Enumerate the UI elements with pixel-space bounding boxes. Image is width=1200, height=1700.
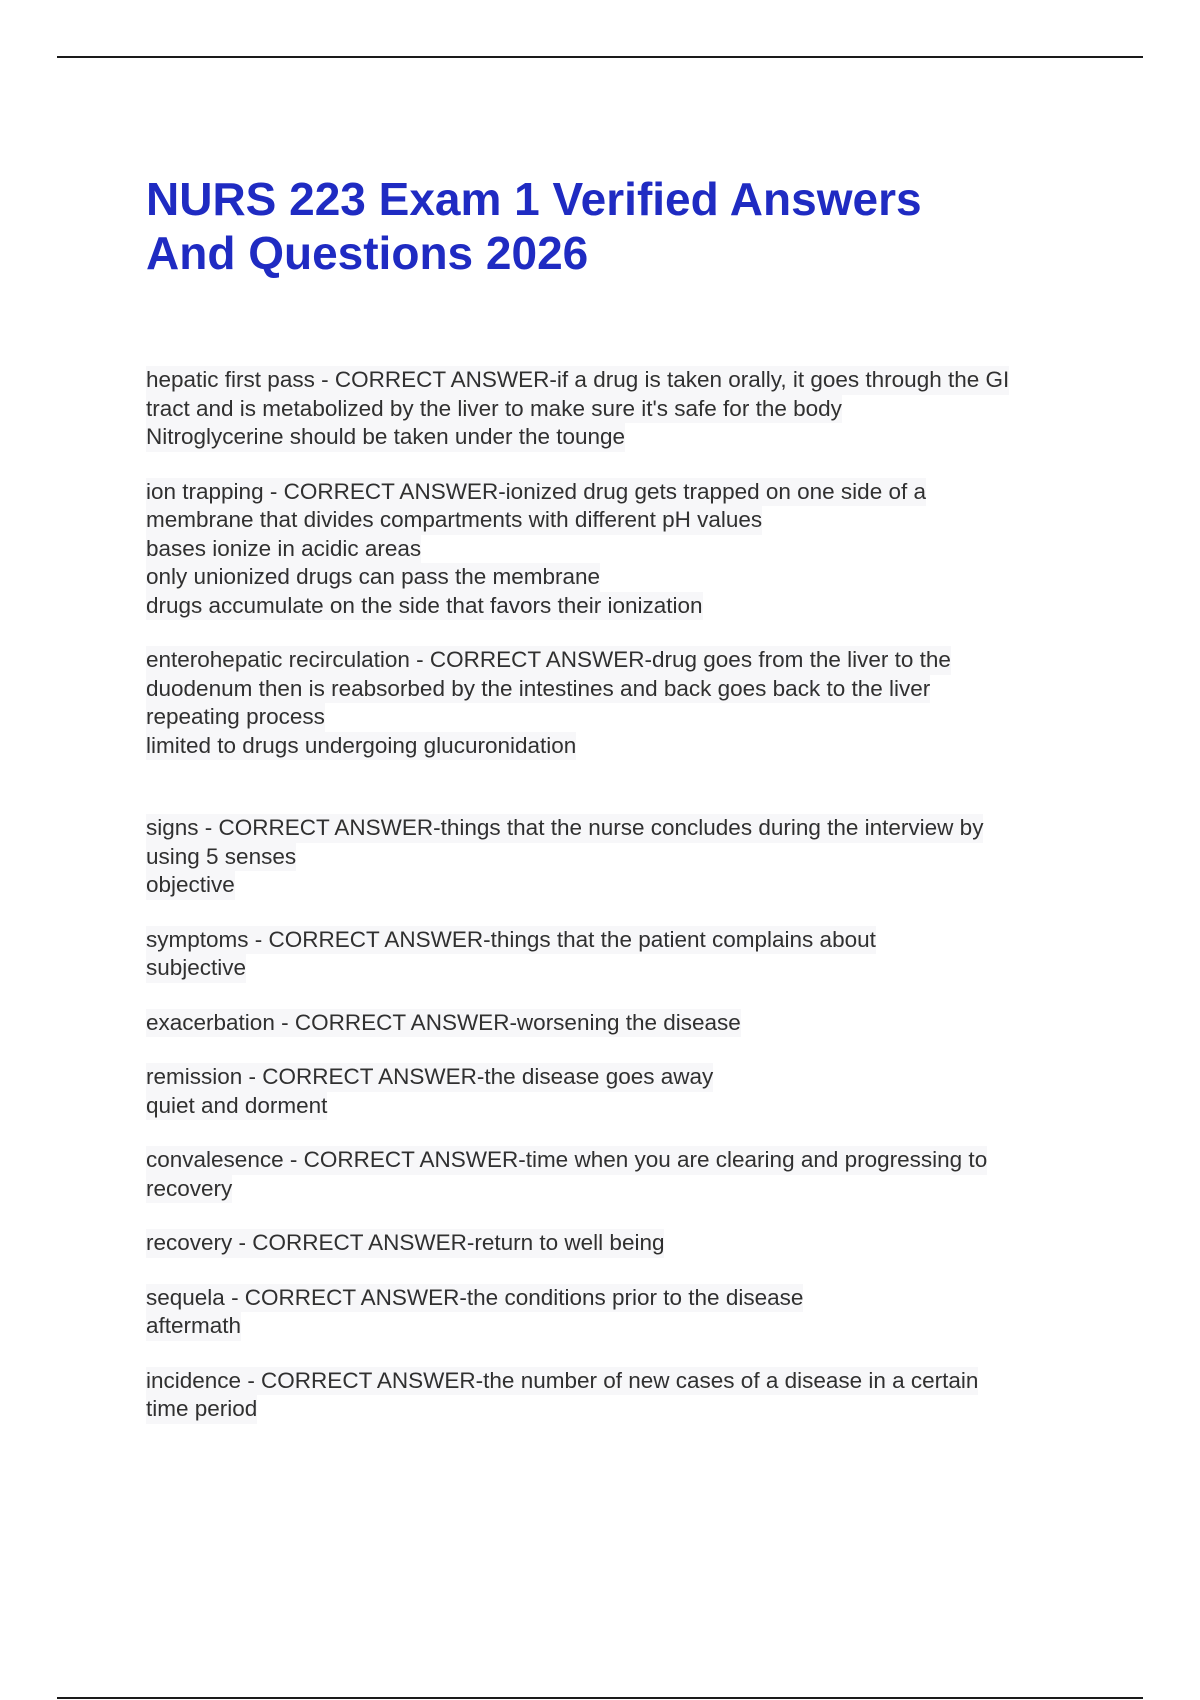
entry-line: membrane that divides compartments with different pH values: [146, 506, 762, 535]
entry-line: recovery - CORRECT ANSWER-return to well being: [146, 1229, 664, 1258]
entry-line: using 5 senses: [146, 843, 296, 872]
entry-line: exacerbation - CORRECT ANSWER-worsening the disease: [146, 1009, 741, 1038]
qa-entry: [146, 1367, 1106, 1424]
qa-entry: [146, 478, 1106, 621]
entry-line: Nitroglycerine should be taken under the tounge: [146, 423, 625, 452]
entry-line: only unionized drugs can pass the membrane: [146, 563, 600, 592]
entry-line: objective: [146, 871, 235, 900]
entry-line: time period: [146, 1395, 257, 1424]
title-line: NURS 223 Exam 1 Verified Answers: [146, 173, 922, 225]
entry-line: ion trapping - CORRECT ANSWER-ionized drug gets trapped on one side of a: [146, 478, 926, 507]
entry-line: hepatic first pass - CORRECT ANSWER-if a drug is taken orally, it goes through the GI: [146, 366, 1009, 395]
document-title: [146, 172, 1046, 280]
qa-entry: [146, 646, 1106, 760]
entry-line: duodenum then is reabsorbed by the intestines and back goes back to the liver: [146, 675, 930, 704]
qa-entry: [146, 1009, 1106, 1038]
entry-line: incidence - CORRECT ANSWER-the number of new cases of a disease in a certain: [146, 1367, 978, 1396]
entry-line: aftermath: [146, 1312, 241, 1341]
title-line: And Questions 2026: [146, 227, 589, 279]
qa-entry: [146, 1146, 1106, 1203]
entry-line: signs - CORRECT ANSWER-things that the nurse concludes during the interview by: [146, 814, 983, 843]
top-rule: [57, 56, 1143, 58]
bottom-rule: [57, 1697, 1143, 1699]
entry-line: recovery: [146, 1175, 232, 1204]
entry-line: quiet and dorment: [146, 1092, 327, 1121]
entry-line: convalesence - CORRECT ANSWER-time when you are clearing and progressing to: [146, 1146, 987, 1175]
entry-line: bases ionize in acidic areas: [146, 535, 421, 564]
qa-entry: [146, 1284, 1106, 1341]
qa-entry: [146, 926, 1106, 983]
entry-line: subjective: [146, 954, 246, 983]
qa-entry: [146, 366, 1106, 452]
qa-entry: [146, 814, 1106, 900]
entry-line: drugs accumulate on the side that favors their ionization: [146, 592, 703, 621]
qa-entry: [146, 1229, 1106, 1258]
qa-list: [146, 366, 1106, 1450]
entry-line: repeating process: [146, 703, 325, 732]
entry-line: remission - CORRECT ANSWER-the disease goes away: [146, 1063, 713, 1092]
entry-line: enterohepatic recirculation - CORRECT ANSWER-drug goes from the liver to the: [146, 646, 951, 675]
entry-line: symptoms - CORRECT ANSWER-things that the patient complains about: [146, 926, 876, 955]
entry-line: sequela - CORRECT ANSWER-the conditions prior to the disease: [146, 1284, 803, 1313]
entry-line: limited to drugs undergoing glucuronidation: [146, 732, 576, 761]
entry-line: tract and is metabolized by the liver to make sure it's safe for the body: [146, 395, 842, 424]
qa-entry: [146, 1063, 1106, 1120]
